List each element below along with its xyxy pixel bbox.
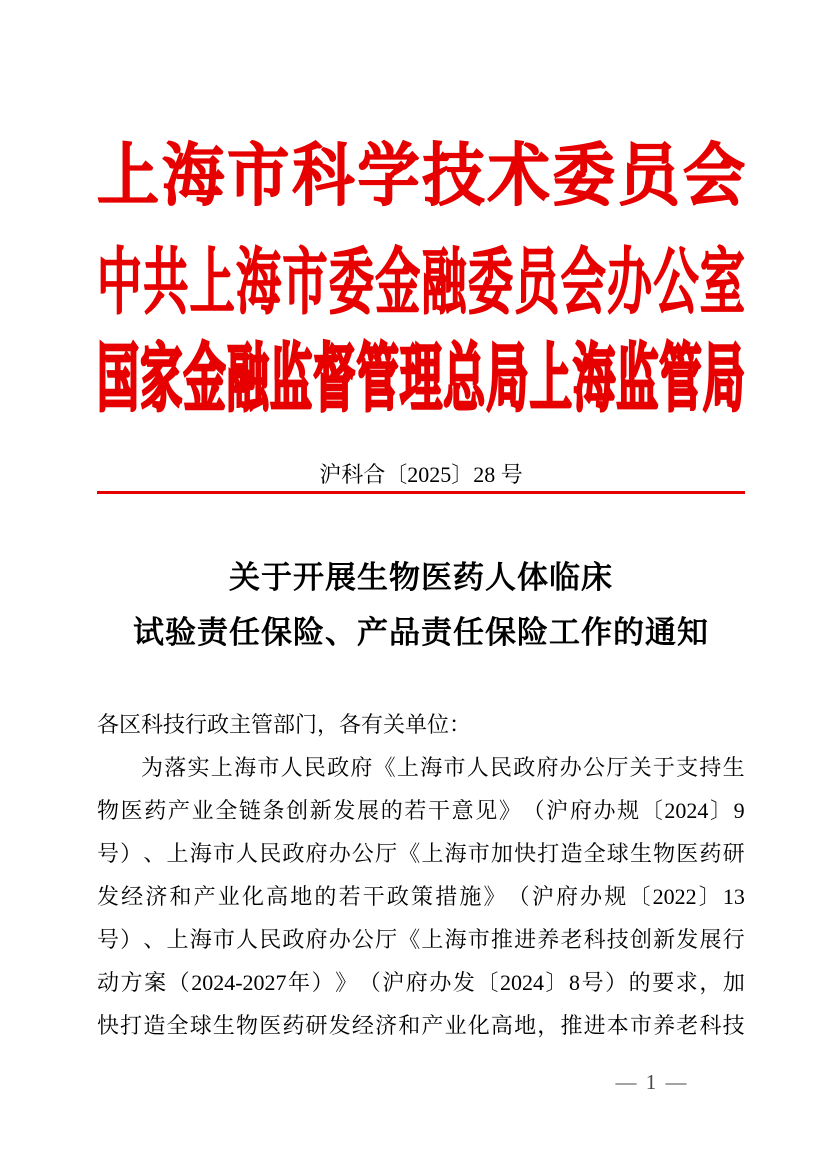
paragraph-line: 物 医 药 产 业 全 链 条 创 新 发 展 的 若 干 意 见 》 （ 沪 府 办 规 〔 2024 〕 9 bbox=[97, 798, 745, 823]
letterhead-org-line-3: 国 家 金 融 监 督 管 理 总 局 上 海 监 管 局 bbox=[97, 340, 745, 421]
paragraph-line: 号 ） 、 上 海 市 人 民 政 府 办 公 厅 《 上 海 市 加 快 打 造 全 球 生 物 医 药 研 bbox=[97, 841, 745, 866]
paragraph-line: 发 经 济 和 产 业 化 高 地 的 若 干 政 策 措 施 》 （ 沪 府 办 规 〔 2022 〕 13 bbox=[97, 884, 745, 909]
notice-title-line-1: 关于开展生物医药人体临床 bbox=[229, 560, 613, 595]
paragraph-line: 为 落 实 上 海 市 人 民 政 府 《 上 海 市 人 民 政 府 办 公 厅 关 于 支 持 生 bbox=[141, 755, 745, 780]
notice-title-line-2: 试验责任保险、产品责任保险工作的通知 bbox=[133, 615, 709, 650]
document-number: 沪科合〔2025〕28 号 bbox=[319, 462, 523, 487]
letterhead-org-line-2: 中 共 上 海 市 委 金 融 委 员 会 办 公 室 bbox=[97, 242, 745, 323]
red-separator-line bbox=[97, 491, 745, 494]
paragraph-line: 动 方 案 （ 2024-2027 年 ） 》 （ 沪 府 办 发 〔 2024 〕 8 号 ） 的 要 求 ， 加 bbox=[97, 970, 745, 995]
letterhead-org-line-1: 上 海 市 科 学 技 术 委 员 会 bbox=[97, 139, 745, 215]
salutation-line: 各区科技行政主管部门，各有关单位： bbox=[97, 712, 472, 737]
paragraph-line: 号 ） 、 上 海 市 人 民 政 府 办 公 厅 《 上 海 市 推 进 养 老 科 技 创 新 发 展 行 bbox=[97, 927, 745, 952]
paragraph-line: 快 打 造 全 球 生 物 医 药 研 发 经 济 和 产 业 化 高 地 ， 推 进 本 市 养 老 科 技 bbox=[97, 1013, 745, 1038]
page-number: — 1 — bbox=[615, 1070, 689, 1094]
